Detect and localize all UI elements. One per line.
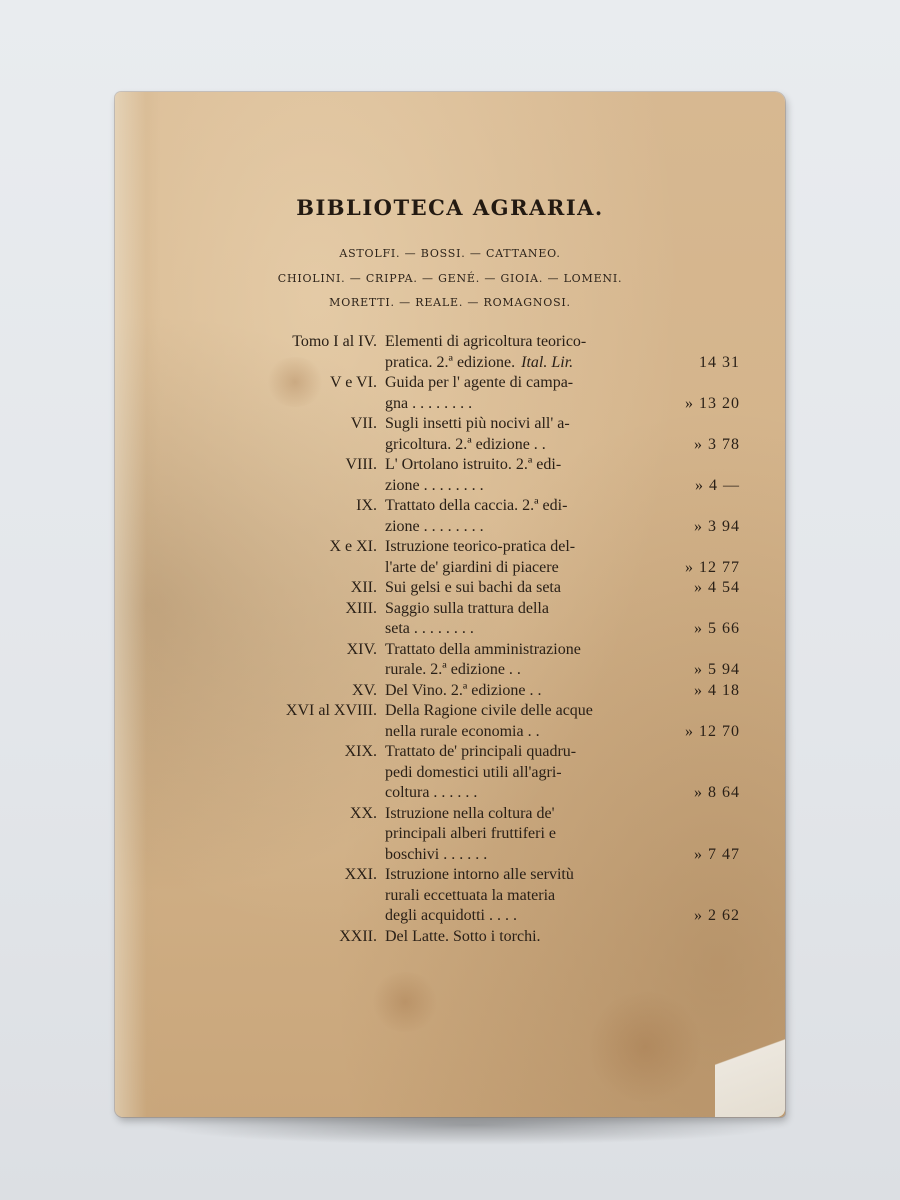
volume-title-text: gna . . . . . . . . — [385, 394, 473, 412]
volume-price: » 3 94 — [694, 517, 740, 535]
volume-title-text: principali alberi fruttiferi e — [385, 825, 557, 842]
volume-number: XX. — [349, 804, 377, 822]
volume-title — [385, 332, 658, 353]
volume-title-text: coltura . . . . . . — [385, 784, 478, 801]
list-item — [235, 865, 740, 886]
volume-title-text: L' Ortolano istruito. 2.ª edi- — [385, 456, 562, 473]
volume-title — [385, 414, 658, 435]
list-item — [235, 537, 740, 558]
volume-title-text: degli acquidotti . . . . — [385, 907, 517, 924]
volume-title — [385, 476, 658, 497]
volume-title — [385, 373, 658, 394]
volume-title — [385, 517, 658, 538]
volume-number: XIX. — [344, 743, 377, 760]
volume-price: » 12 70 — [685, 722, 740, 740]
volume-number: XVI al XVIII. — [285, 702, 377, 719]
volume-title-text: nella rurale economia . . — [385, 722, 540, 740]
volume-title-text: pratica. 2.ª edizione. — [385, 353, 516, 371]
volume-price: » 4 — — [695, 476, 740, 494]
list-item — [235, 783, 740, 804]
volume-number: Tomo I al IV. — [292, 333, 377, 350]
volume-number: XIII. — [345, 599, 377, 617]
volume-number: XXI. — [344, 866, 377, 883]
volume-title-text: Saggio sulla trattura della — [385, 599, 549, 617]
list-item — [235, 722, 740, 743]
volume-price: » 4 18 — [694, 681, 740, 699]
list-item — [235, 804, 740, 825]
list-item — [235, 578, 740, 599]
volume-title — [385, 353, 658, 374]
volume-title — [385, 537, 658, 558]
volume-title — [385, 681, 658, 702]
authors-line: MORETTI. — REALE. — ROMAGNOSI. — [329, 296, 571, 309]
authors-line: ASTOLFI. — BOSSI. — CATTANEO. — [339, 247, 561, 260]
volume-title — [385, 660, 658, 681]
volume-title-text: l'arte de' giardini di piacere — [385, 558, 559, 576]
volume-price: » 7 47 — [694, 845, 740, 863]
volume-title-text: Trattato della amministrazione — [385, 640, 581, 658]
volume-title-text: zione . . . . . . . . — [385, 517, 484, 535]
volume-price: » 12 77 — [685, 558, 740, 576]
volume-number: XXII. — [339, 927, 377, 945]
volume-title-text: Sugli insetti più nocivi all' a- — [385, 415, 570, 432]
volume-title — [385, 927, 658, 948]
volume-title — [385, 435, 658, 456]
volume-title — [385, 599, 658, 620]
volume-price: 14 31 — [699, 353, 740, 371]
volume-title-text: Istruzione nella coltura de' — [385, 804, 555, 822]
volume-number: VIII. — [345, 456, 377, 473]
volume-price: » 5 94 — [694, 661, 740, 678]
list-item — [235, 373, 740, 394]
list-item — [235, 763, 740, 784]
list-item — [235, 353, 740, 374]
volume-title-text: Trattato della caccia. 2.ª edi- — [385, 497, 568, 514]
list-item — [235, 414, 740, 435]
volume-title-text: pedi domestici utili all'agri- — [385, 763, 562, 781]
volume-number: VII. — [350, 415, 377, 432]
volume-number: XV. — [351, 681, 377, 699]
book-back-cover — [115, 92, 785, 1117]
volume-title — [385, 804, 658, 825]
volume-price: » 13 20 — [685, 394, 740, 412]
volume-title — [385, 845, 658, 866]
list-item — [235, 558, 740, 579]
list-item — [235, 906, 740, 927]
volume-title — [385, 865, 658, 886]
list-item — [235, 435, 740, 456]
list-item — [235, 599, 740, 620]
list-item — [235, 681, 740, 702]
volume-price: » 3 78 — [694, 435, 740, 453]
list-item — [235, 927, 740, 948]
volume-title-text: Istruzione intorno alle servitù — [385, 866, 574, 883]
volume-title-text: zione . . . . . . . . — [385, 476, 484, 494]
volume-title — [385, 742, 658, 763]
volume-number: V e VI. — [330, 374, 377, 391]
volume-title — [385, 763, 658, 784]
authors-line: CHIOLINI. — CRIPPA. — GENÉ. — GIOIA. — LOMENI. — [277, 272, 623, 285]
volume-title-text: seta . . . . . . . . — [385, 620, 474, 637]
list-item — [235, 701, 740, 722]
volume-title-text: rurale. 2.ª edizione . . — [385, 661, 521, 678]
volume-number: IX. — [356, 497, 377, 514]
volume-title-text: boschivi . . . . . . — [385, 845, 488, 863]
list-item — [235, 845, 740, 866]
volume-title-text: Istruzione teorico-pratica del- — [385, 538, 576, 555]
list-item — [235, 660, 740, 681]
list-item — [235, 496, 740, 517]
volume-title-text: Trattato de' principali quadru- — [385, 743, 577, 760]
volume-price: » 8 64 — [694, 784, 740, 801]
volume-title — [385, 722, 658, 743]
list-item — [235, 476, 740, 497]
volume-price: » 4 54 — [694, 579, 740, 596]
volume-title — [385, 906, 658, 927]
volume-title — [385, 701, 658, 722]
volume-title-text: Del Vino. 2.ª edizione . . — [385, 681, 542, 699]
cover-content — [115, 92, 785, 1117]
volume-title-text: Elementi di agricoltura teorico- — [385, 333, 587, 350]
list-item — [235, 640, 740, 661]
list-item — [235, 332, 740, 353]
volume-title — [385, 640, 658, 661]
volume-title — [385, 394, 658, 415]
list-item — [235, 455, 740, 476]
list-item — [235, 517, 740, 538]
volume-title — [385, 578, 658, 599]
volume-price: » 5 66 — [694, 620, 740, 637]
volume-title-text: Guida per l' agente di campa- — [385, 374, 574, 391]
page-title: BIBLIOTECA AGRARIA. — [296, 195, 604, 220]
volume-title — [385, 886, 658, 907]
volume-title — [385, 824, 658, 845]
list-item — [235, 886, 740, 907]
volume-title-text: Sui gelsi e sui bachi da seta — [385, 579, 561, 596]
volume-title-text: Della Ragione civile delle acque — [385, 702, 593, 719]
volume-title — [385, 619, 658, 640]
volume-number: X e XI. — [329, 538, 377, 555]
volume-number: XIV. — [346, 640, 377, 658]
list-item — [235, 742, 740, 763]
volume-title-text: gricoltura. 2.ª edizione . . — [385, 435, 546, 453]
volume-title — [385, 496, 658, 517]
volume-title — [385, 783, 658, 804]
volume-title — [385, 455, 658, 476]
volume-list — [235, 332, 740, 947]
volume-title — [385, 558, 658, 579]
volume-title-text: Del Latte. Sotto i torchi. — [385, 927, 541, 945]
volume-title-text: rurali eccettuata la materia — [385, 886, 556, 904]
currency-label: Ital. Lir. — [521, 353, 574, 371]
list-item — [235, 824, 740, 845]
volume-price: » 2 62 — [694, 907, 740, 924]
volume-number: XII. — [350, 579, 377, 596]
list-item — [235, 394, 740, 415]
list-item — [235, 619, 740, 640]
